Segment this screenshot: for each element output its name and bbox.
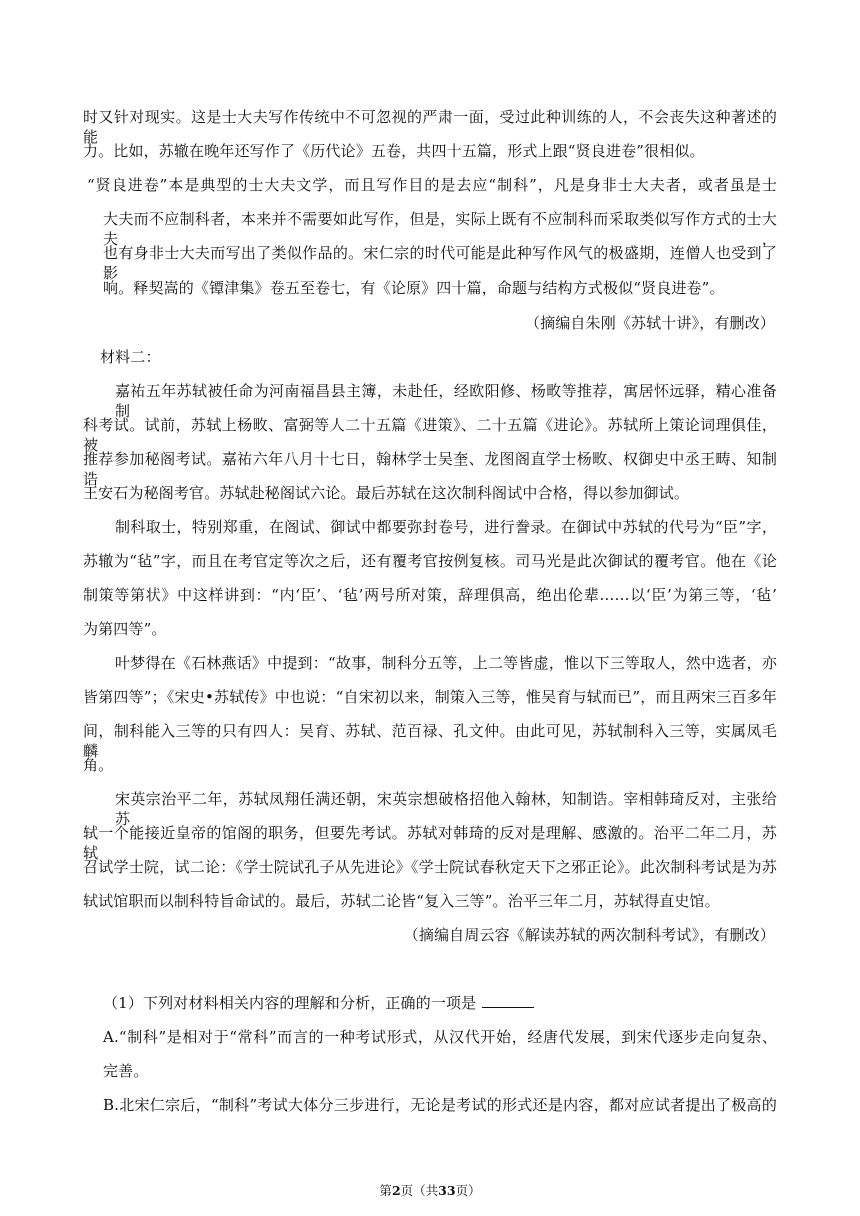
body-line: 响。释契嵩的《镡津集》卷五至卷七，有《论原》四十篇，命题与结构方式极似“贤良进卷”。 bbox=[103, 279, 725, 297]
body-line: 苏辙为“毡”字，而且在考官定等次之后，还有覆考官按例复核。司马光是此次御试的覆考官。他在《论 bbox=[83, 552, 777, 570]
page-number: 2 bbox=[391, 1183, 401, 1198]
body-line: 角。 bbox=[83, 756, 114, 774]
source-citation: （摘编自周云容《解读苏轼的两次制科考试》，有删改） bbox=[403, 926, 775, 944]
body-line: 召试学士院，试二论：《学士院试孔子从先进论》《学士院试春秋定天下之邪正论》。此次制科考试是为苏 bbox=[83, 858, 777, 876]
section-heading: 材料二： bbox=[100, 348, 161, 366]
question-stem-text: （1）下列对材料相关内容的理解和分析，正确的一项是 bbox=[103, 994, 477, 1012]
question-stem bbox=[103, 993, 534, 1013]
body-line: 科考试。试前，苏轼上杨畋、富弼等人二十五篇《进策》、二十五篇《进论》。苏轼所上策论词理俱佳，被 bbox=[83, 416, 777, 454]
body-line: 也有身非士大夫而写出了类似作品的。宋仁宗的时代可能是此种写作风气的极盛期，连僧人也受到了影 bbox=[103, 244, 777, 282]
page-total: 33 bbox=[438, 1183, 456, 1198]
body-line: 时又针对现实。这是士大夫写作传统中不可忽视的严肃一面，受过此种训练的人，不会丧失这种著述的能 bbox=[83, 108, 777, 146]
body-line: 王安石为秘阁考官。苏轼赴秘阁试六论。最后苏轼在这次制科阁试中合格，得以参加御试。 bbox=[83, 484, 690, 502]
source-citation: （摘编自朱刚《苏轼十讲》，有删改） bbox=[524, 314, 775, 332]
body-line: 轼一个能接近皇帝的馆阁的职务，但要先考试。苏轼对韩琦的反对是理解、感激的。治平二年二月，苏轼 bbox=[83, 824, 777, 862]
answer-option-b[interactable]: B.北宋仁宗后，“制科”考试大体分三步进行，无论是考试的形式还是内容，都对应试者提出了极高的 bbox=[103, 1096, 777, 1114]
body-line: 制策等第状》中这样讲到：“内‘臣’、‘毡’两号所对策，辞理俱高，绝出伦辈……以‘臣’为第三等，‘毡’ bbox=[83, 586, 777, 604]
answer-option-a-continued: 完善。 bbox=[103, 1062, 149, 1080]
body-line: 为第四等”。 bbox=[83, 620, 167, 638]
body-line: 皆第四等”；《宋史•苏轼传》中也说：“自宋初以来，制策入三等，惟吴育与轼而已”，而且两宋三百多年 bbox=[83, 688, 777, 706]
body-line: 宋英宗治平二年，苏轼凤翔任满还朝，宋英宗想破格招他入翰林，知制诰。宰相韩琦反对，主张给苏 bbox=[115, 790, 777, 828]
body-line: 嘉祐五年苏轼被任命为河南福昌县主簿，未赴任，经欧阳修、杨畋等推荐，寓居怀远驿，精心准备制 bbox=[115, 382, 777, 420]
body-line: 推荐参加秘阁考试。嘉祐六年八月十七日，翰林学士吴奎、龙图阁直学士杨畋、权御史中丞王畴、知制诰 bbox=[83, 450, 777, 488]
body-line: 力。比如，苏辙在晚年还写作了《历代论》五卷，共四十五篇，形式上跟“贤良进卷”很相似。 bbox=[83, 142, 705, 160]
footer-prefix: 第 bbox=[379, 1183, 392, 1198]
body-line: “贤良进卷”本是典型的士大夫文学，而且写作目的是去应“制科”，凡是身非士大夫者，或者虽是士 bbox=[87, 176, 777, 194]
footer-suffix: 页） bbox=[455, 1183, 481, 1198]
body-line: 制科取士，特别郑重，在阁试、御试中都要弥封卷号，进行誊录。在御试中苏轼的代号为“臣”字， bbox=[115, 518, 777, 536]
footer-middle: 页（共 bbox=[400, 1183, 439, 1198]
answer-option-a[interactable]: A.“制科”是相对于“常科”而言的一种考试形式，从汉代开始，经唐代发展，到宋代逐步走向复杂、 bbox=[103, 1028, 777, 1046]
body-line: 大夫而不应制科者，本来并不需要如此写作，但是，实际上既有不应制科而采取类似写作方式的士大夫， bbox=[103, 210, 777, 248]
page-footer bbox=[0, 1183, 860, 1199]
body-line: 叶梦得在《石林燕话》中提到：“故事，制科分五等，上二等皆虚，惟以下三等取人，然中选者，亦 bbox=[115, 654, 777, 672]
body-line: 轼试馆职而以制科特旨命试的。最后，苏轼二论皆“复入三等”。治平三年二月，苏轼得直史馆。 bbox=[83, 892, 720, 910]
answer-blank[interactable] bbox=[482, 993, 534, 1008]
body-line: 间，制科能入三等的只有四人：吴育、苏轼、范百禄、孔文仲。由此可见，苏轼制科入三等，实属凤毛麟 bbox=[83, 722, 777, 760]
